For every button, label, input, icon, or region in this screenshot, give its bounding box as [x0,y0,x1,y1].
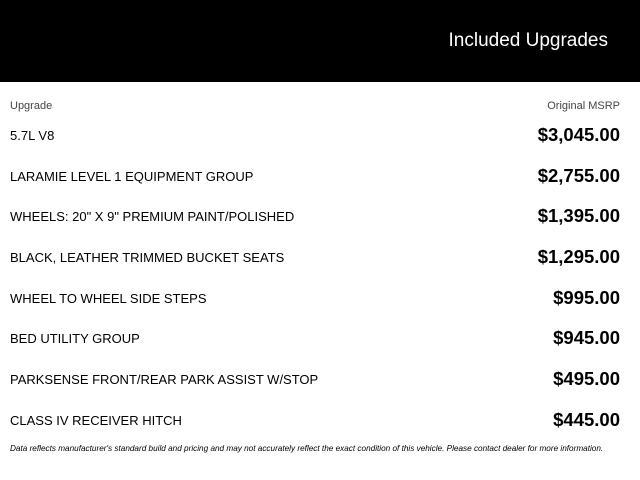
table-row [10,365,620,406]
table-row [10,284,620,325]
upgrade-price: $2,755.00 [537,164,620,186]
upgrade-name: WHEELS: 20" X 9" PREMIUM PAINT/POLISHED [10,209,295,225]
upgrade-name: WHEEL TO WHEEL SIDE STEPS [10,290,207,306]
table-row [10,121,620,162]
upgrade-price: $3,045.00 [537,124,620,145]
upgrade-price: $445.00 [553,408,620,430]
upgrade-name: CLASS IV RECEIVER HITCH [10,412,182,428]
upgrade-price: $995.00 [553,286,620,308]
table-row [10,243,620,284]
upgrade-name: PARKSENSE FRONT/REAR PARK ASSIST W/STOP [10,372,319,388]
column-header-upgrade: Upgrade [10,100,53,112]
upgrade-name: 5.7L V8 [10,128,55,143]
upgrade-price: $945.00 [553,327,620,349]
upgrade-price: $495.00 [553,368,620,390]
upgrade-name: LARAMIE LEVEL 1 EQUIPMENT GROUP [10,168,254,184]
upgrades-table [10,121,620,447]
header-bar [0,0,640,82]
upgrade-name: BLACK, LEATHER TRIMMED BUCKET SEATS [10,250,285,266]
table-row [10,202,620,243]
upgrade-name: BED UTILITY GROUP [10,331,140,347]
table-row [10,324,620,365]
table-row [10,162,620,203]
table-header [10,100,620,114]
column-header-msrp: Original MSRP [547,100,620,112]
page-title: Included Upgrades [448,30,608,51]
upgrade-price: $1,295.00 [537,246,620,268]
table-row [10,406,620,447]
disclaimer-text: Data reflects manufacturer's standard build and pricing and may not accurately reflect the exact condition of this vehicle. Please contact dealer for more information. [10,444,604,453]
upgrade-price: $1,395.00 [537,205,620,227]
